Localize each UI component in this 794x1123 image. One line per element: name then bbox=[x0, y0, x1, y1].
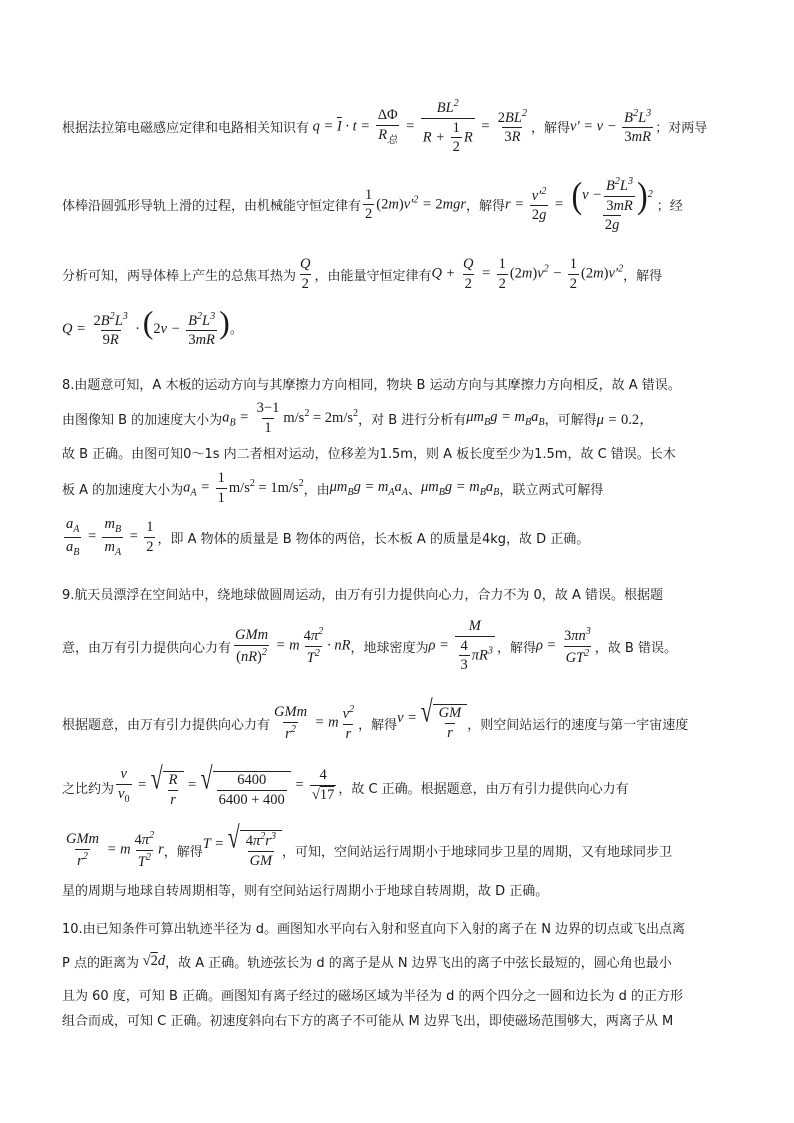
formula-period: GMm $r^2$ = m $\frac{4\pi^2}{T^2}$ r bbox=[66, 830, 164, 870]
p9-text: ，故 C 正确。根据题意，由万有引力提供向心力有 bbox=[338, 781, 629, 797]
p8-text: 由图像知 B 的加速度大小为 bbox=[62, 412, 223, 428]
p1-text: ，解得 bbox=[531, 121, 571, 137]
formula-Q: Q = $\frac{2B^2L^3}{9R}$ · (2v − $\frac{B^2L^3}{3mR}$ ) bbox=[62, 304, 230, 349]
formula-T: T = √ $4\pi^2r^3$ GM bbox=[203, 830, 282, 869]
formula-sqrt2d: √2d bbox=[138, 953, 166, 969]
p8-text: 8.由题意可知，A 木板的运动方向与其摩擦力方向相同，物块 B 运动方向与其摩擦力方向相反，故 A 错误。 bbox=[62, 378, 681, 393]
p9-text: 9.航天员漂浮在空间站中，绕地球做圆周运动，由万有引力提供向心力，合力不为 0，故 A 错误。根据题 bbox=[62, 588, 663, 603]
formula-friction: $\mu m_Bg = m_Ba_B$ bbox=[466, 408, 545, 428]
p8-line2 bbox=[62, 400, 654, 436]
p9-text: 根据题意，由万有引力提供向心力有 bbox=[62, 717, 271, 733]
p1-text: 。 bbox=[229, 321, 243, 337]
p8-text: ，即 A 物体的质量是 B 物体的两倍，长木板 A 的质量是4kg，故 D 正确。 bbox=[157, 531, 590, 547]
formula-gravity-r: GMm $r^2$ = m $\frac{v^2}{r}$ bbox=[274, 704, 355, 742]
p1-text: 分析可知，两导体棒上产生的总焦耳热为 bbox=[62, 268, 297, 284]
p8-text: ，可解得 bbox=[544, 412, 597, 428]
p1-text: ，解得 bbox=[623, 268, 663, 284]
p1-text: ，解得 bbox=[466, 199, 506, 215]
p8-line4 bbox=[62, 470, 603, 506]
p10-text: P 点的距离为 bbox=[62, 956, 139, 971]
p9-text: ，则空间站运行的速度与第一宇宙速度 bbox=[467, 717, 689, 733]
p9-text: ，解得 bbox=[358, 717, 398, 733]
formula-ratio: $\frac{a_A}{a_B}$ = $\frac{m_B}{m_A}$ = $\frac{1}{2}$ bbox=[66, 516, 154, 558]
formula-mu: μ = 0.2， bbox=[596, 411, 654, 428]
formula-r: r = $\frac{v'^2}{2g}$ = ( v − $B^2L^3$ 3mR ) 2 2g bbox=[505, 174, 653, 234]
formula-energy-cons: Q + $\frac{Q}{2}$ = $\frac{1}{2}$ $(2m)v^2$ − $\frac{1}{2}$ $(2m)v'^2$ bbox=[431, 256, 624, 292]
p9-text: ，解得 bbox=[163, 844, 203, 860]
p10-text: 组合而成，可知 C 正确。初速度斜向右下方的离子不可能从 M 边界飞出，即使磁场范围够大，两离子从 M bbox=[62, 1014, 674, 1029]
p9-text: ，解得 bbox=[496, 640, 536, 656]
formula-q-half: $\frac{Q}{2}$ bbox=[300, 256, 311, 292]
p8-text: 、 bbox=[407, 482, 421, 498]
p8-line5 bbox=[62, 516, 589, 558]
formula-gravity-nR: GMm (nR)$^2$ = m $\frac{4\pi^2}{T^2}$ · nR bbox=[235, 626, 351, 666]
p9-line6 bbox=[62, 880, 548, 899]
p10-line4 bbox=[62, 1010, 673, 1029]
p9-line4 bbox=[62, 760, 629, 808]
p9-line5 bbox=[62, 819, 673, 870]
p8-text: ，由 bbox=[303, 482, 330, 498]
formula-rho: ρ = $\frac{3\pi n^3}{GT^2}$ bbox=[535, 626, 591, 666]
formula-eq1: $\mu m_Bg = m_Aa_A$ bbox=[329, 478, 408, 498]
p1-text: ；经 bbox=[656, 199, 683, 215]
p10-text: 10.由已知条件可算出轨迹半径为 d。画图知水平向右入射和竖直向下入射的离子在 N 边界的切点或飞出点离 bbox=[62, 922, 686, 937]
p9-text: ，故 B 错误。 bbox=[594, 640, 677, 656]
p10-line2 bbox=[62, 952, 672, 971]
p1-text: ，由能量守恒定律有 bbox=[314, 268, 432, 284]
p9-text: 星的周期与地球自转周期相等，则有空间站运行周期小于地球自转周期，故 D 正确。 bbox=[62, 884, 549, 899]
p9-text: 意，由万有引力提供向心力有 bbox=[62, 640, 232, 656]
formula-aA: $a_A$ = $\frac{1}{1}$ $m/s^2 = 1m/s^2$ bbox=[183, 470, 304, 506]
p8-text: 故 B 正确。由图可知0～1s 内二者相对运动，位移差为1.5m，则 A 板长度至少为1.5m，故 C 错误。长木 bbox=[62, 447, 676, 462]
p10-text: ，故 A 正确。轨迹弦长为 d 的离子是从 N 边界飞出的离子中弦长最短的，圆心角也最小 bbox=[165, 956, 672, 971]
formula-aB: $a_B$ = $\frac{3-1}{1}$ $m/s^2 = 2m/s^2$ bbox=[222, 400, 359, 436]
formula-energy: $\frac{1}{2}$ $(2m)v'^2 = 2mgr$ bbox=[365, 186, 467, 223]
p8-text: 板 A 的加速度大小为 bbox=[62, 482, 184, 498]
formula-q: $q = \overline{I} \cdot t$ = ΔΦ $R_总$ = $BL^2$ R + $\frac{1}{2}$ R = $\frac{2BL^2}{3R}$ bbox=[309, 98, 528, 156]
p9-text: ，可知，空间站运行周期小于地球同步卫星的周期，又有地球同步卫 bbox=[282, 844, 673, 860]
p1-line4 bbox=[62, 306, 243, 349]
p10-line3 bbox=[62, 985, 683, 1004]
formula-v: v = √ GM r bbox=[397, 704, 467, 741]
p8-line3 bbox=[62, 443, 676, 462]
p8-line1 bbox=[62, 374, 681, 393]
p1-line3 bbox=[62, 256, 662, 292]
p1-text: 根据法拉第电磁感应定律和电路相关知识有 bbox=[62, 121, 310, 137]
p9-text: ，地球密度为 bbox=[350, 640, 429, 656]
p9-line3 bbox=[62, 694, 689, 742]
p1-line1 bbox=[62, 98, 707, 156]
p10-line1 bbox=[62, 918, 685, 937]
formula-vprime: v′ = v − $\frac{B^2L^3}{3mR}$ bbox=[570, 107, 652, 146]
formula-eq2: $\mu m_Bg = m_Ba_B$ bbox=[420, 478, 500, 498]
p9-line1 bbox=[62, 584, 663, 603]
p1-text: 体棒沿圆弧形导轨上滑的过程，由机械能守恒定律有 bbox=[62, 199, 362, 215]
formula-speed-ratio: $\frac{v}{v_0}$ = √ R r = √ 6400 6400 + 400 = $\frac{4}{√17}$ bbox=[118, 760, 335, 808]
p9-line2 bbox=[62, 618, 677, 674]
p1-line2 bbox=[62, 176, 683, 234]
p1-text: ；对两导 bbox=[655, 121, 708, 137]
p8-text: ，对 B 进行分析有 bbox=[358, 412, 467, 428]
p8-text: ，联立两式可解得 bbox=[499, 482, 604, 498]
p9-text: 之比约为 bbox=[62, 781, 115, 797]
p10-text: 且为 60 度，可知 B 正确。画图知有离子经过的磁场区域为半径为 d 的两个四分之一圆和边长为 d 的正方形 bbox=[62, 989, 684, 1004]
formula-density: ρ = M $\frac{4}{3}$ $\pi R^3$ bbox=[428, 618, 493, 674]
